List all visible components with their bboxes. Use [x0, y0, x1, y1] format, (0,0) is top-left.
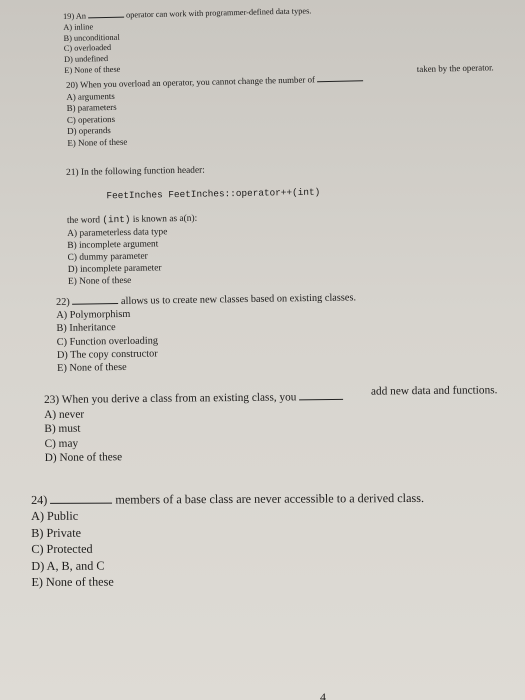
question-20-suffix: taken by the operator. — [416, 62, 494, 75]
option-e: E) None of these — [64, 64, 121, 75]
question-23 — [44, 384, 498, 466]
option-b: B) Private — [31, 525, 82, 540]
option-a: A) parameterless data type — [67, 226, 168, 239]
followup-prefix: the word — [66, 215, 101, 227]
option-c: C) Protected — [31, 541, 93, 557]
question-20-prefix: 20) When you overload an operator, you cannot change the number of — [66, 74, 316, 90]
question-20 — [66, 62, 494, 149]
question-21 — [66, 163, 322, 289]
question-23-prefix: 23) When you derive a class from an existing class, you — [44, 391, 297, 406]
question-19 — [63, 6, 313, 76]
option-a: A) never — [44, 408, 85, 421]
question-24-prefix: 24) — [31, 492, 48, 507]
option-c: C) dummy parameter — [67, 251, 148, 264]
answer-blank — [88, 17, 124, 19]
option-e: E) None of these — [31, 574, 114, 590]
option-d: D) None of these — [44, 451, 123, 465]
option-e: E) None of these — [57, 361, 127, 375]
option-c: C) Function overloading — [56, 335, 159, 348]
page-number: 4 — [320, 690, 326, 700]
question-19-suffix: operator can work with programmer-defined data types. — [125, 6, 312, 20]
option-a: A) Public — [31, 509, 79, 524]
option-b: B) incomplete argument — [67, 239, 159, 251]
question-22-suffix: allows us to create new classes based on existing classes. — [120, 292, 357, 307]
answer-blank — [299, 399, 343, 400]
question-21-stem: 21) In the following function header: — [66, 165, 205, 178]
option-c: C) operations — [66, 113, 116, 125]
question-22-prefix: 22) — [56, 296, 70, 308]
option-c: C) may — [44, 437, 79, 450]
answer-blank — [72, 303, 118, 305]
question-22 — [56, 291, 357, 375]
option-b: B) must — [44, 422, 81, 436]
option-e: E) None of these — [67, 276, 132, 288]
followup-suffix: is known as a(n): — [132, 214, 198, 226]
option-c: C) overloaded — [63, 43, 112, 54]
option-a: A) inline — [63, 22, 94, 32]
question-24-suffix: members of a base class are never accessible to a derived class. — [115, 490, 425, 507]
question-23-suffix: add new data and functions. — [370, 384, 498, 398]
answer-blank — [317, 80, 363, 82]
option-d: D) incomplete parameter — [67, 263, 162, 276]
option-a: A) arguments — [66, 90, 115, 102]
option-b: B) parameters — [66, 102, 117, 114]
followup-code: (int) — [102, 214, 131, 226]
question-23-stem — [44, 384, 498, 408]
option-b: B) Inheritance — [56, 322, 116, 335]
option-d: D) The copy constructor — [56, 348, 158, 361]
question-24 — [31, 490, 424, 590]
option-d: D) undefined — [63, 54, 109, 65]
question-19-prefix: 19) An — [63, 11, 87, 21]
option-d: D) operands — [67, 125, 111, 137]
option-d: D) A, B, and C — [31, 558, 105, 573]
answer-blank — [50, 503, 112, 504]
question-24-stem — [31, 490, 424, 508]
function-header-code: FeetInches FeetInches::operator++(int) — [106, 186, 321, 202]
option-a: A) Polymorphism — [56, 309, 131, 322]
option-b: B) unconditional — [63, 32, 120, 43]
option-e: E) None of these — [67, 136, 128, 148]
